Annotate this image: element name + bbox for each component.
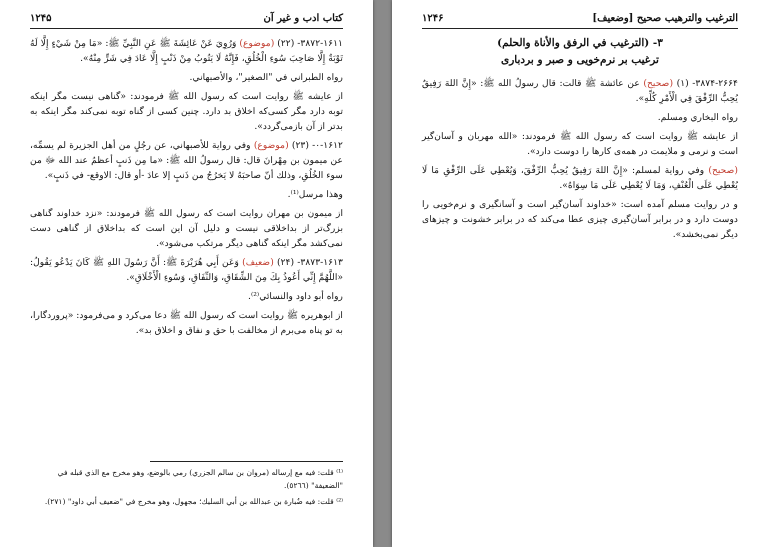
paragraph: ۳۸۷۳-۱۶۱۳- (۲۴) (ضعيف) وَعَن أَبِي هُرَيْرَةَ ﷺ: أَنَّ رَسُولَ اللهِ ﷺ كَانَ يَدْعُو يَقُولُ: «اللَّهُمَّ إِنِّي أَعُوذُ بِكَ مِنَ الشِّقَاقِ، وَالنِّفَاقِ، وَسُوءِ الْأَخْلَاقِ». [30, 257, 343, 283]
paragraph: رواه الطبراني في "الصغير"، والأصبهاني. [189, 72, 343, 83]
paragraph: وهذا مرسل⁽¹⁾. [287, 189, 343, 200]
page-number: ۱۲۴۵ [30, 13, 52, 24]
page-body [422, 36, 738, 246]
page-body [30, 36, 343, 342]
paragraph: رواه أبو داود والنسائي⁽²⁾. [248, 291, 343, 302]
footnote: ⁽¹⁾ قلت: فيه مع إرساله (مروان بن سالم الجزري) رمي بالوضع، وهو مخرج مع الذي قبله في "الضعيفة" (٥٢٦٦). [57, 468, 343, 490]
right-page [392, 0, 768, 547]
page-header [422, 10, 738, 29]
section-heading-translation: ترغیب بر نرم‌خویی و صبر و بردباری [501, 54, 659, 66]
paragraph: ۰-۱۶۱۲- (۲۳) (موضوع) وفي رواية للأصبهاني، عن رجُلٍ من أهل الجزيرة لم يسمِّه، عن ميمون بن مِهْرانَ قال: قال رسولُ الله ﷺ: «ما مِن ذَنبٍ أعظمُ عند الله ﷻ من سوء الخُلُقِ، وذلك أنّ صاحبَهُ لا يَخرُجُ من ذَنبٍ إلا عادَ -أو قال: الاوقع- في ذَنبٍ». [30, 140, 343, 181]
page-number: ۱۲۴۶ [422, 13, 444, 24]
paragraph: ۳۸۷۴-۲۶۶۴- (۱) (صحيح) عن عائشة ﷺ قالت: قال رسولُ الله ﷺ: «إِنَّ اللهَ رَفِيقٌ يُحِبُّ الرِّفْقَ فِي الْأَمْرِ كُلِّهِ». [422, 78, 738, 104]
paragraph: رواه البخاري ومسلم. [657, 112, 738, 123]
section-heading: ۳- (الترغيب في الرفق والأناة والحلم) [497, 37, 663, 49]
header-title: الترغيب والترهيب صحيح [وضعيف] [592, 13, 738, 24]
paragraph: (صحيح) وفي رواية لمسلم: «إِنَّ اللهَ رَفِيقٌ يُحِبُّ الرِّفْقَ، وَيُعْطِي عَلَى الرِّفْقِ مَا لَا يُعْطِي عَلَى الْعُنْفِ، وَمَا لَا يُعْطِي عَلَى مَا سِوَاهُ». [422, 165, 738, 191]
paragraph: از عایشه ﷺ روایت است که رسول الله ﷺ فرمودند: «گناهی نیست مگر اینکه توبه دارد مگر کسی‌که اخلاق بد دارد. چنین کسی از گناه توبه نمی‌کند مگر اینکه به بدتر از آن بازمی‌گردد». [30, 91, 343, 132]
paragraph: و در روایت مسلم آمده است: «خداوند آسان‌گیر است و آسانگیری و نرم‌خویی را دوست دارد و در برابر آسان‌گیری چیزی عطا می‌کند که در برابر خشونت و چیزهای دیگر نمی‌بخشد». [422, 199, 738, 240]
paragraph: از میمون بن مهران روایت است که رسول الله ﷺ فرمودند: «نزد خداوند گناهی بزرگ‌تر از بداخلاقی نیست و دلیل آن این است که بداخلاق از گناهی دست نمی‌کشد مگر اینکه گناهی دیگر مرتکب می‌شود». [30, 208, 343, 249]
page-header [30, 10, 343, 29]
paragraph: از عایشه ﷺ روایت است که رسول الله ﷺ فرمودند: «الله مهربان و آسان‌گیر است و نرمی و ملایمت در همه‌ی کارها را دوست دارد». [422, 131, 738, 157]
paragraph: ۳۸۷۲-۱۶۱۱- (۲۲) (موضوع) وَرُوِيَ عَنْ عَائِشَةَ ﷺ عَنِ النَّبِيِّ ﷺ: «مَا مِنْ شَيْءٍ إِلَّا لَهُ تَوْبَةٌ إِلَّا صَاحِبَ سُوءِ الْخُلُقِ، فَإِنَّهُ لَا يَتُوبُ مِنْ ذَنْبٍ إِلَّا عَادَ فِي شَرٍّ مِنْهُ». [30, 38, 343, 64]
paragraph: از ابوهریره ﷺ روایت است که رسول الله ﷺ دعا می‌کرد و می‌فرمود: «پروردگارا، به تو پناه می‌برم از مخالفت با حق و نفاق و اخلاق بد». [30, 310, 343, 336]
header-title: کتاب ادب و غیر آن [263, 13, 343, 24]
footnote-divider [150, 461, 343, 462]
left-page [0, 0, 373, 547]
footnotes [30, 466, 343, 511]
footnote: ⁽²⁾ قلت: فيه ضُبارة بن عبدالله بن أبي السليك؛ مجهول، وهو مخرج في "ضعيف أبي داود" (٢٧١). [44, 497, 343, 506]
